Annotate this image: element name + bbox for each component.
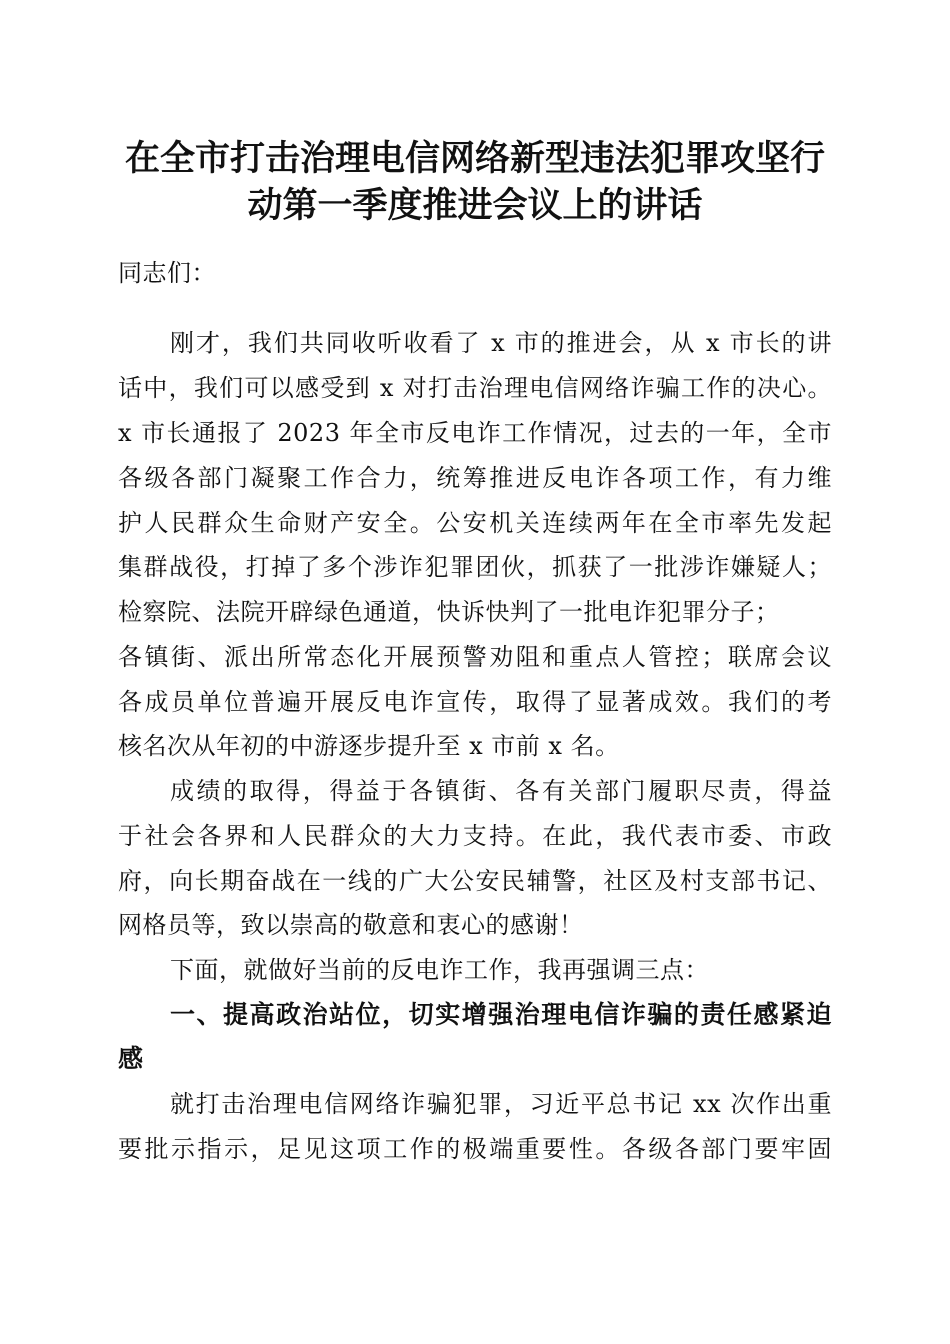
paragraph-2-line: 于社会各界和人民群众的大力支持。在此，我代表市委、市政	[118, 822, 832, 850]
paragraph-1-line: x 市长通报了 2023 年全市反电诈工作情况，过去的一年，全市	[118, 419, 832, 447]
paragraph-2-line: 网格员等，致以崇高的敬意和衷心的感谢！	[118, 911, 584, 939]
paragraph-3-line: 下面，就做好当前的反电诈工作，我再强调三点：	[170, 956, 709, 984]
section-1-heading: 一、提高政治站位，切实增强治理电信诈骗的责任感紧迫	[170, 1000, 832, 1029]
salutation: 同志们：	[118, 259, 216, 287]
paragraph-1-line: 集群战役，打掉了多个涉诈犯罪团伙，抓获了一批涉诈嫌疑人；	[118, 553, 832, 581]
paragraph-1-line: 各成员单位普遍开展反电诈宣传，取得了显著成效。我们的考	[118, 688, 832, 716]
section-1-heading-continued: 感	[118, 1044, 144, 1073]
paragraph-2-line: 成绩的取得，得益于各镇街、各有关部门履职尽责，得益	[170, 777, 832, 805]
paragraph-4-line: 要批示指示，足见这项工作的极端重要性。各级各部门要牢固	[118, 1135, 832, 1163]
document-title-line-2: 动第一季度推进会议上的讲话	[247, 185, 703, 226]
document-title-line-1: 在全市打击治理电信网络新型违法犯罪攻坚行	[124, 138, 825, 179]
paragraph-1-line: 护人民群众生命财产安全。公安机关连续两年在全市率先发起	[118, 509, 832, 537]
paragraph-1-line: 检察院、法院开辟绿色通道，快诉快判了一批电诈犯罪分子；	[118, 598, 780, 626]
paragraph-1-line: 各镇街、派出所常态化开展预警劝阻和重点人管控；联席会议	[118, 643, 832, 671]
paragraph-1-line: 刚才，我们共同收听收看了 x 市的推进会，从 x 市长的讲	[170, 329, 832, 357]
paragraph-1-line: 话中，我们可以感受到 x 对打击治理电信网络诈骗工作的决心。	[118, 374, 832, 402]
paragraph-2-line: 府，向长期奋战在一线的广大公安民辅警，社区及村支部书记、	[118, 867, 832, 895]
paragraph-4-line: 就打击治理电信网络诈骗犯罪，习近平总书记 xx 次作出重	[170, 1090, 832, 1118]
paragraph-1-line: 各级各部门凝聚工作合力，统筹推进反电诈各项工作，有力维	[118, 464, 832, 492]
paragraph-1-line: 核名次从年初的中游逐步提升至 x 市前 x 名。	[118, 732, 620, 760]
